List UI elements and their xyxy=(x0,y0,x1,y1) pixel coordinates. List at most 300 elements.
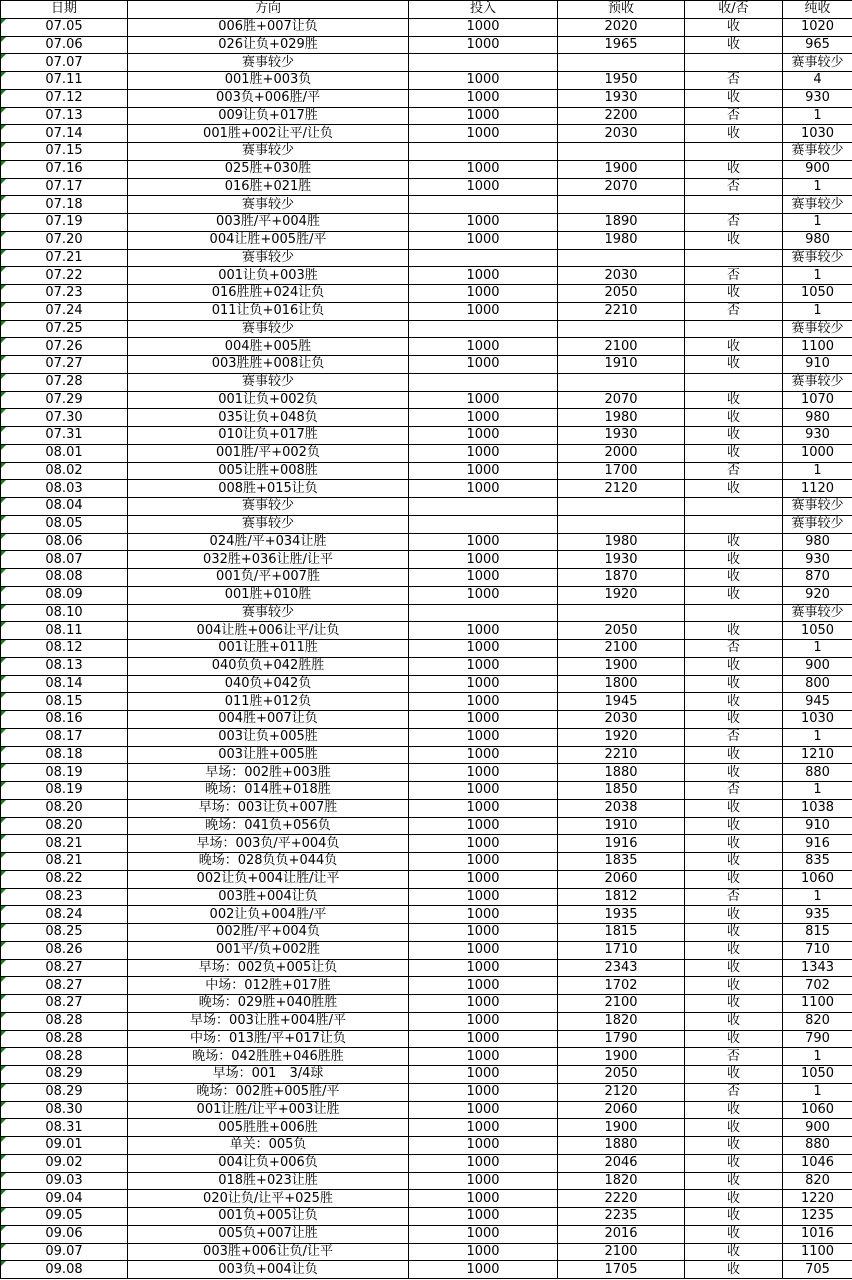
date-cell: 09.08 xyxy=(1,1261,128,1279)
expected-cell: 1790 xyxy=(558,1030,685,1048)
net-cell: 1 xyxy=(783,178,852,196)
result-cell: 收 xyxy=(685,711,783,729)
table-row xyxy=(1,1119,852,1137)
sheet-header xyxy=(1,1,852,19)
table-row xyxy=(1,54,852,72)
stake-cell: 1000 xyxy=(409,622,558,640)
expected-cell: 2200 xyxy=(558,107,685,125)
stake-cell: 1000 xyxy=(409,799,558,817)
table-row xyxy=(1,302,852,320)
result-cell: 收 xyxy=(685,569,783,587)
net-cell: 910 xyxy=(783,817,852,835)
stake-cell: 1000 xyxy=(409,1243,558,1261)
date-cell: 09.01 xyxy=(1,1137,128,1155)
table-row xyxy=(1,267,852,285)
stake-cell: 1000 xyxy=(409,569,558,587)
net-cell: 1 xyxy=(783,302,852,320)
stake-cell: 1000 xyxy=(409,1208,558,1226)
date-cell: 07.30 xyxy=(1,409,128,427)
stake-cell: 1000 xyxy=(409,214,558,232)
date-cell: 08.14 xyxy=(1,675,128,693)
result-cell: 收 xyxy=(685,941,783,959)
date-cell: 07.13 xyxy=(1,107,128,125)
result-cell: 收 xyxy=(685,427,783,445)
stake-cell: 1000 xyxy=(409,693,558,711)
result-cell: 收 xyxy=(685,1243,783,1261)
expected-cell: 1950 xyxy=(558,72,685,90)
result-cell xyxy=(685,249,783,267)
net-cell: 赛事较少 xyxy=(783,604,852,622)
net-cell: 赛事较少 xyxy=(783,498,852,516)
table-row xyxy=(1,746,852,764)
stake-cell: 1000 xyxy=(409,959,558,977)
direction-cell: 003让胜+005胜 xyxy=(128,746,409,764)
table-row xyxy=(1,622,852,640)
net-cell: 1050 xyxy=(783,285,852,303)
result-cell: 收 xyxy=(685,231,783,249)
result-cell: 否 xyxy=(685,107,783,125)
expected-cell: 1800 xyxy=(558,675,685,693)
direction-cell: 016胜胜+024让负 xyxy=(128,285,409,303)
direction-cell: 赛事较少 xyxy=(128,196,409,214)
net-cell: 930 xyxy=(783,427,852,445)
date-cell: 08.03 xyxy=(1,480,128,498)
stake-cell: 1000 xyxy=(409,533,558,551)
date-cell: 08.19 xyxy=(1,764,128,782)
stake-cell: 1000 xyxy=(409,444,558,462)
stake-cell: 1000 xyxy=(409,995,558,1013)
expected-cell: 1700 xyxy=(558,462,685,480)
date-cell: 08.16 xyxy=(1,711,128,729)
expected-cell: 1980 xyxy=(558,533,685,551)
table-row xyxy=(1,1083,852,1101)
result-cell: 收 xyxy=(685,1190,783,1208)
result-cell: 收 xyxy=(685,409,783,427)
table-row xyxy=(1,214,852,232)
direction-cell: 010让负+017胜 xyxy=(128,427,409,445)
stake-cell: 1000 xyxy=(409,160,558,178)
date-cell: 07.28 xyxy=(1,373,128,391)
expected-cell: 2070 xyxy=(558,178,685,196)
table-row xyxy=(1,391,852,409)
net-cell: 980 xyxy=(783,409,852,427)
stake-cell xyxy=(409,515,558,533)
direction-cell: 001胜+002让平/让负 xyxy=(128,125,409,143)
expected-cell xyxy=(558,320,685,338)
direction-cell: 001让胜/让平+003让胜 xyxy=(128,1101,409,1119)
direction-cell: 晚场：028负负+044负 xyxy=(128,853,409,871)
net-cell: 710 xyxy=(783,941,852,959)
header-net: 纯收 xyxy=(783,1,852,19)
expected-cell: 1870 xyxy=(558,569,685,587)
expected-cell xyxy=(558,498,685,516)
direction-cell: 早场：003让胜+004胜/平 xyxy=(128,1012,409,1030)
expected-cell: 2100 xyxy=(558,1243,685,1261)
result-cell: 收 xyxy=(685,746,783,764)
net-cell: 1016 xyxy=(783,1225,852,1243)
net-cell: 1 xyxy=(783,462,852,480)
date-cell: 09.02 xyxy=(1,1154,128,1172)
stake-cell: 1000 xyxy=(409,338,558,356)
direction-cell: 025胜+030胜 xyxy=(128,160,409,178)
date-cell: 09.03 xyxy=(1,1172,128,1190)
net-cell: 945 xyxy=(783,693,852,711)
result-cell: 否 xyxy=(685,640,783,658)
result-cell: 收 xyxy=(685,622,783,640)
date-cell: 08.21 xyxy=(1,835,128,853)
table-row xyxy=(1,18,852,36)
date-cell: 09.05 xyxy=(1,1208,128,1226)
stake-cell: 1000 xyxy=(409,551,558,569)
stake-cell: 1000 xyxy=(409,941,558,959)
net-cell: 1030 xyxy=(783,711,852,729)
direction-cell: 005胜胜+006胜 xyxy=(128,1119,409,1137)
table-row xyxy=(1,853,852,871)
direction-cell: 004让胜+005胜/平 xyxy=(128,231,409,249)
net-cell: 820 xyxy=(783,1172,852,1190)
net-cell: 赛事较少 xyxy=(783,373,852,391)
net-cell: 1 xyxy=(783,1083,852,1101)
stake-cell: 1000 xyxy=(409,107,558,125)
stake-cell: 1000 xyxy=(409,728,558,746)
direction-cell: 003负+006胜/平 xyxy=(128,89,409,107)
net-cell: 900 xyxy=(783,160,852,178)
date-cell: 08.26 xyxy=(1,941,128,959)
net-cell: 965 xyxy=(783,36,852,54)
table-row xyxy=(1,1066,852,1084)
result-cell: 收 xyxy=(685,338,783,356)
table-row xyxy=(1,604,852,622)
table-row xyxy=(1,72,852,90)
result-cell: 收 xyxy=(685,480,783,498)
stake-cell: 1000 xyxy=(409,18,558,36)
expected-cell xyxy=(558,373,685,391)
direction-cell: 026让负+029胜 xyxy=(128,36,409,54)
stake-cell: 1000 xyxy=(409,36,558,54)
date-cell: 08.23 xyxy=(1,888,128,906)
date-cell: 08.28 xyxy=(1,1048,128,1066)
stake-cell: 1000 xyxy=(409,675,558,693)
net-cell: 1030 xyxy=(783,125,852,143)
date-cell: 07.21 xyxy=(1,249,128,267)
direction-cell: 024胜/平+034让胜 xyxy=(128,533,409,551)
net-cell: 1 xyxy=(783,728,852,746)
date-cell: 08.30 xyxy=(1,1101,128,1119)
net-cell: 930 xyxy=(783,551,852,569)
expected-cell: 2343 xyxy=(558,959,685,977)
result-cell: 否 xyxy=(685,178,783,196)
date-cell: 07.15 xyxy=(1,143,128,161)
date-cell: 08.21 xyxy=(1,853,128,871)
header-result: 收/否 xyxy=(685,1,783,19)
table-row xyxy=(1,338,852,356)
table-row xyxy=(1,959,852,977)
date-cell: 07.25 xyxy=(1,320,128,338)
result-cell: 否 xyxy=(685,782,783,800)
net-cell: 900 xyxy=(783,657,852,675)
direction-cell: 001胜+010胜 xyxy=(128,586,409,604)
result-cell: 否 xyxy=(685,267,783,285)
direction-cell: 001胜/平+002负 xyxy=(128,444,409,462)
result-cell xyxy=(685,320,783,338)
table-row xyxy=(1,1208,852,1226)
result-cell: 否 xyxy=(685,1083,783,1101)
table-row xyxy=(1,817,852,835)
stake-cell: 1000 xyxy=(409,409,558,427)
stake-cell: 1000 xyxy=(409,586,558,604)
direction-cell: 011胜+012负 xyxy=(128,693,409,711)
table-row xyxy=(1,107,852,125)
net-cell: 赛事较少 xyxy=(783,249,852,267)
direction-cell: 016胜+021胜 xyxy=(128,178,409,196)
net-cell: 980 xyxy=(783,533,852,551)
result-cell: 收 xyxy=(685,906,783,924)
net-cell: 1 xyxy=(783,214,852,232)
table-row xyxy=(1,160,852,178)
stake-cell: 1000 xyxy=(409,1119,558,1137)
net-cell: 1 xyxy=(783,782,852,800)
result-cell xyxy=(685,54,783,72)
stake-cell: 1000 xyxy=(409,835,558,853)
expected-cell: 2030 xyxy=(558,711,685,729)
direction-cell: 单关：005负 xyxy=(128,1137,409,1155)
net-cell: 赛事较少 xyxy=(783,143,852,161)
stake-cell: 1000 xyxy=(409,125,558,143)
stake-cell: 1000 xyxy=(409,711,558,729)
result-cell: 收 xyxy=(685,160,783,178)
net-cell: 4 xyxy=(783,72,852,90)
stake-cell: 1000 xyxy=(409,302,558,320)
stake-cell: 1000 xyxy=(409,1101,558,1119)
net-cell: 916 xyxy=(783,835,852,853)
table-row xyxy=(1,551,852,569)
table-row xyxy=(1,1225,852,1243)
table-row xyxy=(1,924,852,942)
header-stake: 投入 xyxy=(409,1,558,19)
net-cell: 1038 xyxy=(783,799,852,817)
date-cell: 08.19 xyxy=(1,782,128,800)
result-cell: 收 xyxy=(685,551,783,569)
expected-cell: 2210 xyxy=(558,302,685,320)
net-cell: 702 xyxy=(783,977,852,995)
table-row xyxy=(1,1154,852,1172)
date-cell: 08.04 xyxy=(1,498,128,516)
expected-cell: 2030 xyxy=(558,125,685,143)
table-row xyxy=(1,906,852,924)
direction-cell: 035让负+048负 xyxy=(128,409,409,427)
stake-cell xyxy=(409,320,558,338)
date-cell: 07.24 xyxy=(1,302,128,320)
net-cell: 705 xyxy=(783,1261,852,1279)
net-cell: 1000 xyxy=(783,444,852,462)
table-row xyxy=(1,1190,852,1208)
result-cell: 否 xyxy=(685,728,783,746)
expected-cell: 1815 xyxy=(558,924,685,942)
net-cell: 1070 xyxy=(783,391,852,409)
result-cell: 收 xyxy=(685,657,783,675)
net-cell: 赛事较少 xyxy=(783,54,852,72)
result-cell: 收 xyxy=(685,36,783,54)
expected-cell: 2030 xyxy=(558,267,685,285)
date-cell: 07.26 xyxy=(1,338,128,356)
stake-cell: 1000 xyxy=(409,1137,558,1155)
direction-cell: 003胜/平+004胜 xyxy=(128,214,409,232)
table-row xyxy=(1,640,852,658)
result-cell: 收 xyxy=(685,1225,783,1243)
direction-cell: 002胜/平+004负 xyxy=(128,924,409,942)
net-cell: 赛事较少 xyxy=(783,515,852,533)
date-cell: 08.27 xyxy=(1,977,128,995)
expected-cell: 1935 xyxy=(558,906,685,924)
result-cell: 收 xyxy=(685,1137,783,1155)
date-cell: 07.12 xyxy=(1,89,128,107)
date-cell: 08.20 xyxy=(1,799,128,817)
table-row xyxy=(1,586,852,604)
table-row xyxy=(1,356,852,374)
expected-cell: 2050 xyxy=(558,622,685,640)
expected-cell: 2050 xyxy=(558,1066,685,1084)
result-cell: 收 xyxy=(685,89,783,107)
net-cell: 1050 xyxy=(783,622,852,640)
net-cell: 1060 xyxy=(783,870,852,888)
expected-cell xyxy=(558,54,685,72)
header-row xyxy=(1,1,852,19)
table-row xyxy=(1,444,852,462)
result-cell: 收 xyxy=(685,18,783,36)
table-row xyxy=(1,427,852,445)
result-cell: 否 xyxy=(685,888,783,906)
net-cell: 800 xyxy=(783,675,852,693)
stake-cell: 1000 xyxy=(409,391,558,409)
net-cell: 880 xyxy=(783,1137,852,1155)
direction-cell: 赛事较少 xyxy=(128,498,409,516)
net-cell: 1 xyxy=(783,107,852,125)
table-row xyxy=(1,36,852,54)
net-cell: 820 xyxy=(783,1012,852,1030)
result-cell xyxy=(685,604,783,622)
result-cell: 收 xyxy=(685,356,783,374)
table-row xyxy=(1,498,852,516)
date-cell: 08.02 xyxy=(1,462,128,480)
stake-cell: 1000 xyxy=(409,924,558,942)
expected-cell: 2046 xyxy=(558,1154,685,1172)
stake-cell xyxy=(409,498,558,516)
direction-cell: 中场：012胜+017胜 xyxy=(128,977,409,995)
expected-cell: 2120 xyxy=(558,480,685,498)
expected-cell: 2000 xyxy=(558,444,685,462)
table-row xyxy=(1,693,852,711)
stake-cell: 1000 xyxy=(409,782,558,800)
table-row xyxy=(1,231,852,249)
result-cell: 收 xyxy=(685,391,783,409)
date-cell: 07.19 xyxy=(1,214,128,232)
net-cell: 1060 xyxy=(783,1101,852,1119)
result-cell: 收 xyxy=(685,285,783,303)
direction-cell: 009让负+017胜 xyxy=(128,107,409,125)
direction-cell: 晚场：042胜胜+046胜胜 xyxy=(128,1048,409,1066)
result-cell xyxy=(685,515,783,533)
direction-cell: 赛事较少 xyxy=(128,320,409,338)
net-cell: 1 xyxy=(783,888,852,906)
expected-cell: 2120 xyxy=(558,1083,685,1101)
direction-cell: 赛事较少 xyxy=(128,604,409,622)
stake-cell: 1000 xyxy=(409,977,558,995)
date-cell: 08.28 xyxy=(1,1012,128,1030)
result-cell: 收 xyxy=(685,125,783,143)
date-cell: 07.29 xyxy=(1,391,128,409)
stake-cell: 1000 xyxy=(409,1083,558,1101)
stake-cell: 1000 xyxy=(409,267,558,285)
date-cell: 08.27 xyxy=(1,959,128,977)
expected-cell: 1930 xyxy=(558,551,685,569)
result-cell: 收 xyxy=(685,817,783,835)
expected-cell: 2100 xyxy=(558,640,685,658)
result-cell: 收 xyxy=(685,693,783,711)
result-cell: 收 xyxy=(685,1208,783,1226)
result-cell: 收 xyxy=(685,835,783,853)
stake-cell: 1000 xyxy=(409,89,558,107)
expected-cell: 1835 xyxy=(558,853,685,871)
result-cell: 收 xyxy=(685,799,783,817)
net-cell: 1100 xyxy=(783,995,852,1013)
date-cell: 07.14 xyxy=(1,125,128,143)
stake-cell: 1000 xyxy=(409,1066,558,1084)
net-cell: 1235 xyxy=(783,1208,852,1226)
table-row xyxy=(1,1261,852,1279)
date-cell: 08.18 xyxy=(1,746,128,764)
direction-cell: 早场：003让负+007胜 xyxy=(128,799,409,817)
direction-cell: 001负+005让负 xyxy=(128,1208,409,1226)
table-row xyxy=(1,285,852,303)
expected-cell: 1890 xyxy=(558,214,685,232)
date-cell: 08.28 xyxy=(1,1030,128,1048)
result-cell: 收 xyxy=(685,1101,783,1119)
net-cell: 1100 xyxy=(783,338,852,356)
table-row xyxy=(1,249,852,267)
expected-cell: 1920 xyxy=(558,728,685,746)
expected-cell xyxy=(558,196,685,214)
expected-cell: 1812 xyxy=(558,888,685,906)
table-row xyxy=(1,125,852,143)
date-cell: 08.29 xyxy=(1,1066,128,1084)
stake-cell: 1000 xyxy=(409,764,558,782)
direction-cell: 001负/平+007胜 xyxy=(128,569,409,587)
result-cell: 收 xyxy=(685,995,783,1013)
table-row xyxy=(1,728,852,746)
expected-cell: 1900 xyxy=(558,657,685,675)
direction-cell: 008胜+015让负 xyxy=(128,480,409,498)
expected-cell xyxy=(558,604,685,622)
direction-cell: 040负+042负 xyxy=(128,675,409,693)
stake-cell: 1000 xyxy=(409,906,558,924)
direction-cell: 001让胜+011胜 xyxy=(128,640,409,658)
date-cell: 07.23 xyxy=(1,285,128,303)
stake-cell xyxy=(409,373,558,391)
date-cell: 07.20 xyxy=(1,231,128,249)
date-cell: 07.06 xyxy=(1,36,128,54)
stake-cell: 1000 xyxy=(409,462,558,480)
result-cell: 否 xyxy=(685,214,783,232)
result-cell: 收 xyxy=(685,764,783,782)
net-cell: 900 xyxy=(783,1119,852,1137)
net-cell: 1 xyxy=(783,640,852,658)
stake-cell: 1000 xyxy=(409,853,558,871)
expected-cell xyxy=(558,249,685,267)
expected-cell: 1880 xyxy=(558,764,685,782)
stake-cell: 1000 xyxy=(409,870,558,888)
direction-cell: 040负负+042胜胜 xyxy=(128,657,409,675)
net-cell: 1 xyxy=(783,1048,852,1066)
